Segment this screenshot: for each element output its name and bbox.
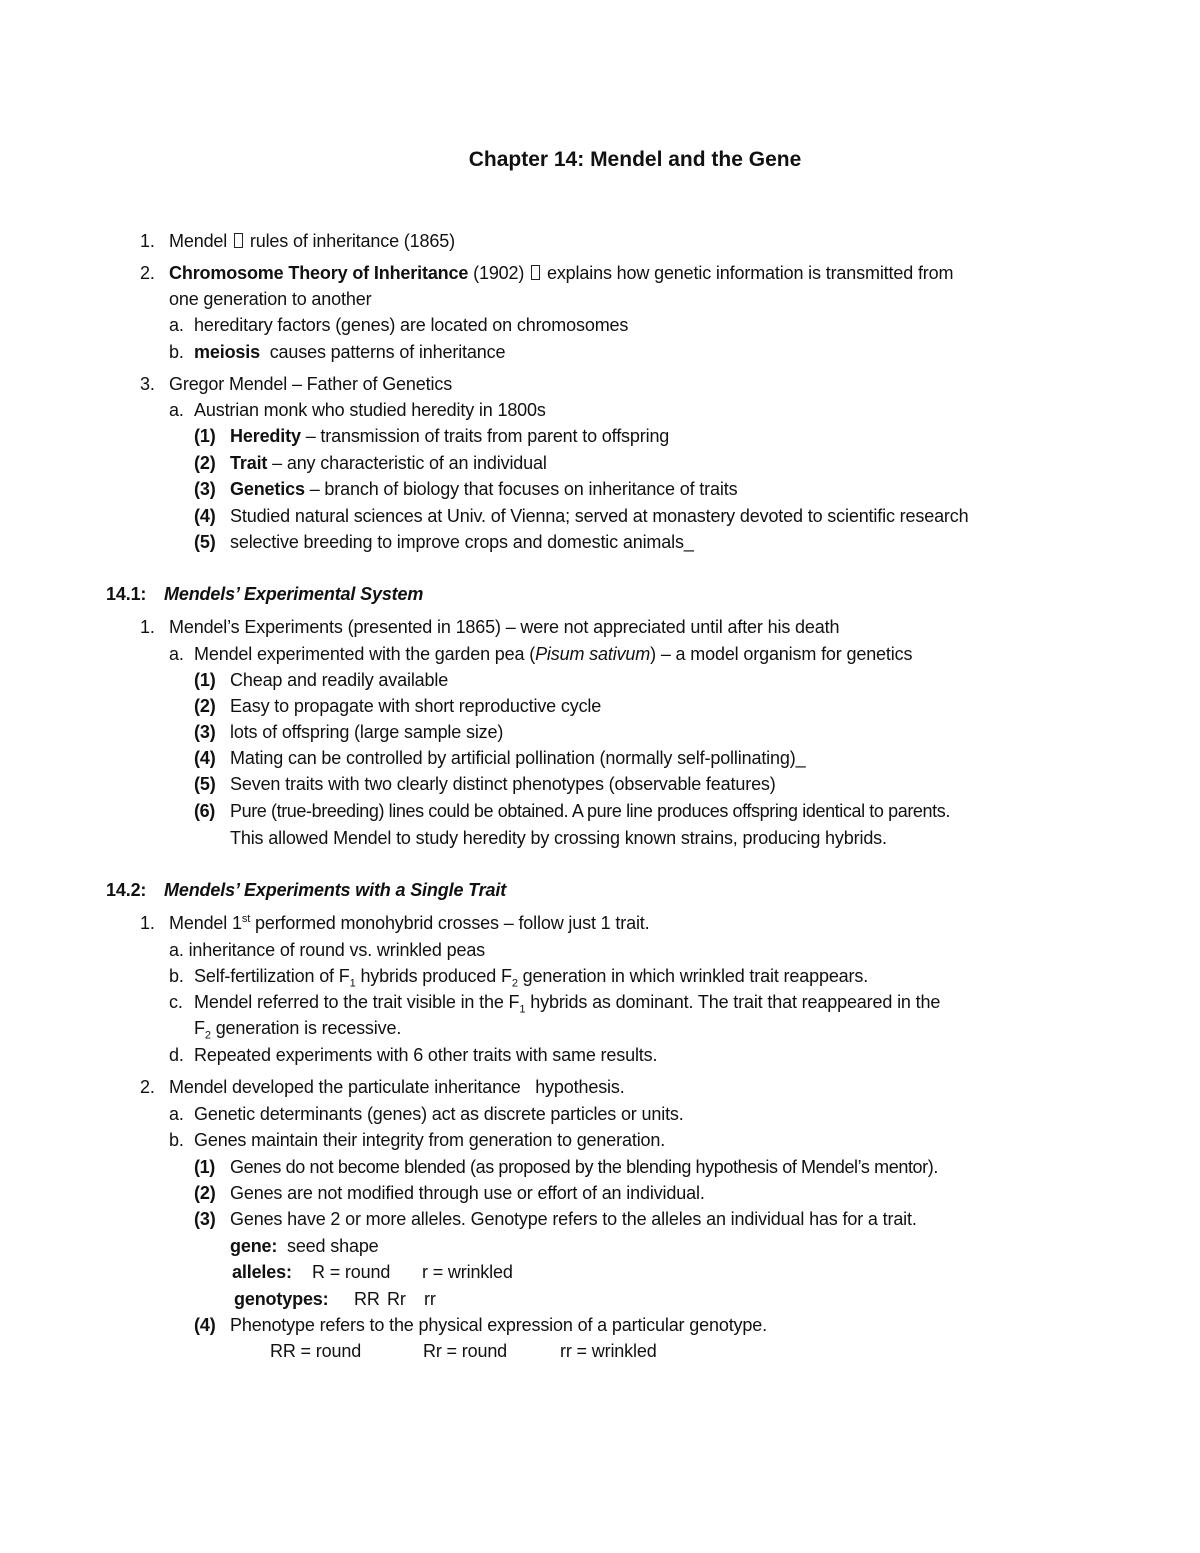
gene-label: gene:: [230, 1236, 278, 1256]
item-letter: c.: [169, 992, 183, 1012]
item-letter: b.: [169, 342, 184, 362]
item-number: (2): [194, 1183, 216, 1203]
definition: – branch of biology that focuses on inheritance of traits: [309, 479, 738, 499]
item-text: Easy to propagate with short reproductive cycle: [230, 696, 602, 716]
item-continuation: [194, 1016, 401, 1040]
item-text: [169, 229, 455, 253]
phenotype-value: rr = wrinkled: [560, 1341, 657, 1361]
item-letter: a.: [169, 315, 184, 335]
item-text: [169, 911, 650, 935]
subscript: 1: [349, 977, 356, 990]
phenotype-examples: [270, 1339, 657, 1363]
phenotype-value: RR = round: [270, 1341, 362, 1361]
item-text: Gregor Mendel – Father of Genetics: [169, 374, 453, 394]
genotypes-label: genotypes:: [234, 1289, 329, 1309]
gene-value: seed shape: [286, 1236, 379, 1256]
item-text: [194, 964, 868, 988]
item-text: [230, 477, 737, 501]
gene-example: [230, 1234, 379, 1258]
list-item: a. inheritance of round vs. wrinkled peas: [169, 940, 486, 960]
item-text-start: Mendel experimented with the garden pea (: [194, 644, 536, 664]
alleles-label: alleles:: [232, 1262, 292, 1282]
text-part: hybrids as dominant. The trait that reappeared in the: [530, 992, 941, 1012]
arrow-icon: [531, 265, 540, 280]
item-continuation: This allowed Mendel to study heredity by crossing known strains, producing hybrids.: [230, 828, 887, 848]
item-text: Genes are not modified through use or effort of an individual.: [230, 1183, 705, 1203]
term: Chromosome Theory of Inheritance: [169, 263, 469, 283]
item-number: (5): [194, 532, 216, 552]
item-text: Genes do not become blended (as proposed by the blending hypothesis of Mendel’s mentor).: [230, 1157, 938, 1177]
item-number: (3): [194, 722, 216, 742]
allele-value: R = round: [312, 1262, 391, 1282]
item-text: [194, 340, 505, 364]
item-number: 2.: [140, 263, 155, 283]
definition: – any characteristic of an individual: [272, 453, 547, 473]
item-text: [169, 261, 953, 285]
item-number: (1): [194, 1157, 215, 1177]
item-continuation: one generation to another: [169, 289, 372, 309]
item-letter: d.: [169, 1045, 184, 1065]
item-text: Genes maintain their integrity from generation to generation.: [194, 1130, 666, 1150]
allele-value: r = wrinkled: [422, 1262, 513, 1282]
term: Genetics: [230, 479, 305, 499]
item-text: Repeated experiments with 6 other traits with same results.: [194, 1045, 658, 1065]
text-part: Self-fertilization of F: [194, 966, 350, 986]
page-title: Chapter 14: Mendel and the Gene: [468, 148, 802, 171]
item-text: [230, 424, 669, 448]
item-number: 2.: [140, 1077, 155, 1097]
text-part: F: [194, 1018, 205, 1038]
subscript: 2: [511, 977, 518, 990]
item-letter: a.: [169, 644, 184, 664]
item-text: Genes have 2 or more alleles. Genotype refers to the alleles an individual has for a trait.: [230, 1209, 917, 1229]
year: (1902): [473, 263, 525, 283]
section-title: Mendels’ Experimental System: [164, 584, 424, 604]
term: meiosis: [194, 342, 260, 362]
item-text: Mating can be controlled by artificial pollination (normally self-pollinating)_: [230, 748, 806, 768]
item-number: (5): [194, 774, 216, 794]
item-number: (3): [194, 479, 216, 499]
item-text: [194, 642, 912, 666]
item-text-end: performed monohybrid crosses – follow just 1 trait.: [254, 913, 650, 933]
genotype-value: RR: [354, 1289, 380, 1309]
item-number: (3): [194, 1209, 216, 1229]
arrow-icon: [234, 233, 243, 248]
item-number: (6): [194, 801, 215, 821]
item-letter: a.: [169, 1104, 184, 1124]
item-text: Studied natural sciences at Univ. of Vienna; served at monastery devoted to scientific research: [230, 506, 969, 526]
item-text: Austrian monk who studied heredity in 1800s: [194, 400, 546, 420]
superscript: st: [241, 913, 251, 925]
alleles-example: [232, 1260, 513, 1284]
section-number: 14.2:: [106, 880, 147, 900]
genotypes-example: [234, 1287, 436, 1311]
subscript: 1: [519, 1003, 526, 1016]
item-text: Pure (true-breeding) lines could be obtained. A pure line produces offspring identical to parents.: [230, 801, 950, 821]
item-text: Genetic determinants (genes) act as discrete particles or units.: [194, 1104, 684, 1124]
item-number: (1): [194, 670, 216, 690]
item-text: Seven traits with two clearly distinct phenotypes (observable features): [230, 774, 776, 794]
item-number: 1.: [140, 913, 155, 933]
phenotype-value: Rr = round: [423, 1341, 508, 1361]
item-text: [194, 990, 940, 1014]
text-part: Mendel referred to the trait visible in the F: [194, 992, 520, 1012]
item-text: lots of offspring (large sample size): [230, 722, 504, 742]
genotype-value: Rr: [387, 1289, 406, 1309]
species-name: Pisum sativum: [535, 644, 651, 664]
item-number: (4): [194, 506, 216, 526]
definition: – transmission of traits from parent to offspring: [305, 426, 670, 446]
item-number: 1.: [140, 231, 155, 251]
item-text: [230, 451, 547, 475]
item-text-end: explains how genetic information is transmitted from: [546, 263, 954, 283]
text-part: hybrids produced F: [360, 966, 512, 986]
item-text-start: Mendel: [169, 231, 228, 251]
item-text: hereditary factors (genes) are located on chromosomes: [194, 315, 629, 335]
text-part: generation is recessive.: [215, 1018, 402, 1038]
item-text: Mendel developed the particulate inheritance hypothesis.: [169, 1077, 625, 1097]
item-text-end: ) – a model organism for genetics: [650, 644, 913, 664]
item-letter: a.: [169, 400, 184, 420]
item-number: 1.: [140, 617, 155, 637]
term: Heredity: [230, 426, 301, 446]
item-number: (4): [194, 1315, 216, 1335]
term: Trait: [230, 453, 268, 473]
section-number: 14.1:: [106, 584, 147, 604]
item-text: Phenotype refers to the physical expression of a particular genotype.: [230, 1315, 767, 1335]
item-text: selective breeding to improve crops and domestic animals_: [230, 532, 694, 552]
item-text: Mendel’s Experiments (presented in 1865) – were not appreciated until after his death: [169, 617, 840, 637]
item-letter: b.: [169, 1130, 184, 1150]
section-heading: [106, 878, 507, 902]
item-number: 3.: [140, 374, 155, 394]
subscript: 2: [204, 1029, 211, 1042]
item-number: (4): [194, 748, 216, 768]
item-text-start: Mendel 1: [169, 913, 242, 933]
item-number: (2): [194, 696, 216, 716]
item-number: (2): [194, 453, 216, 473]
item-text: Cheap and readily available: [230, 670, 449, 690]
section-title: Mendels’ Experiments with a Single Trait: [164, 880, 507, 900]
item-number: (1): [194, 426, 216, 446]
item-letter: b.: [169, 966, 184, 986]
definition: causes patterns of inheritance: [269, 342, 506, 362]
item-text-end: rules of inheritance (1865): [249, 231, 455, 251]
genotype-value: rr: [424, 1289, 436, 1309]
section-heading: [106, 582, 424, 606]
text-part: generation in which wrinkled trait reappears.: [522, 966, 869, 986]
